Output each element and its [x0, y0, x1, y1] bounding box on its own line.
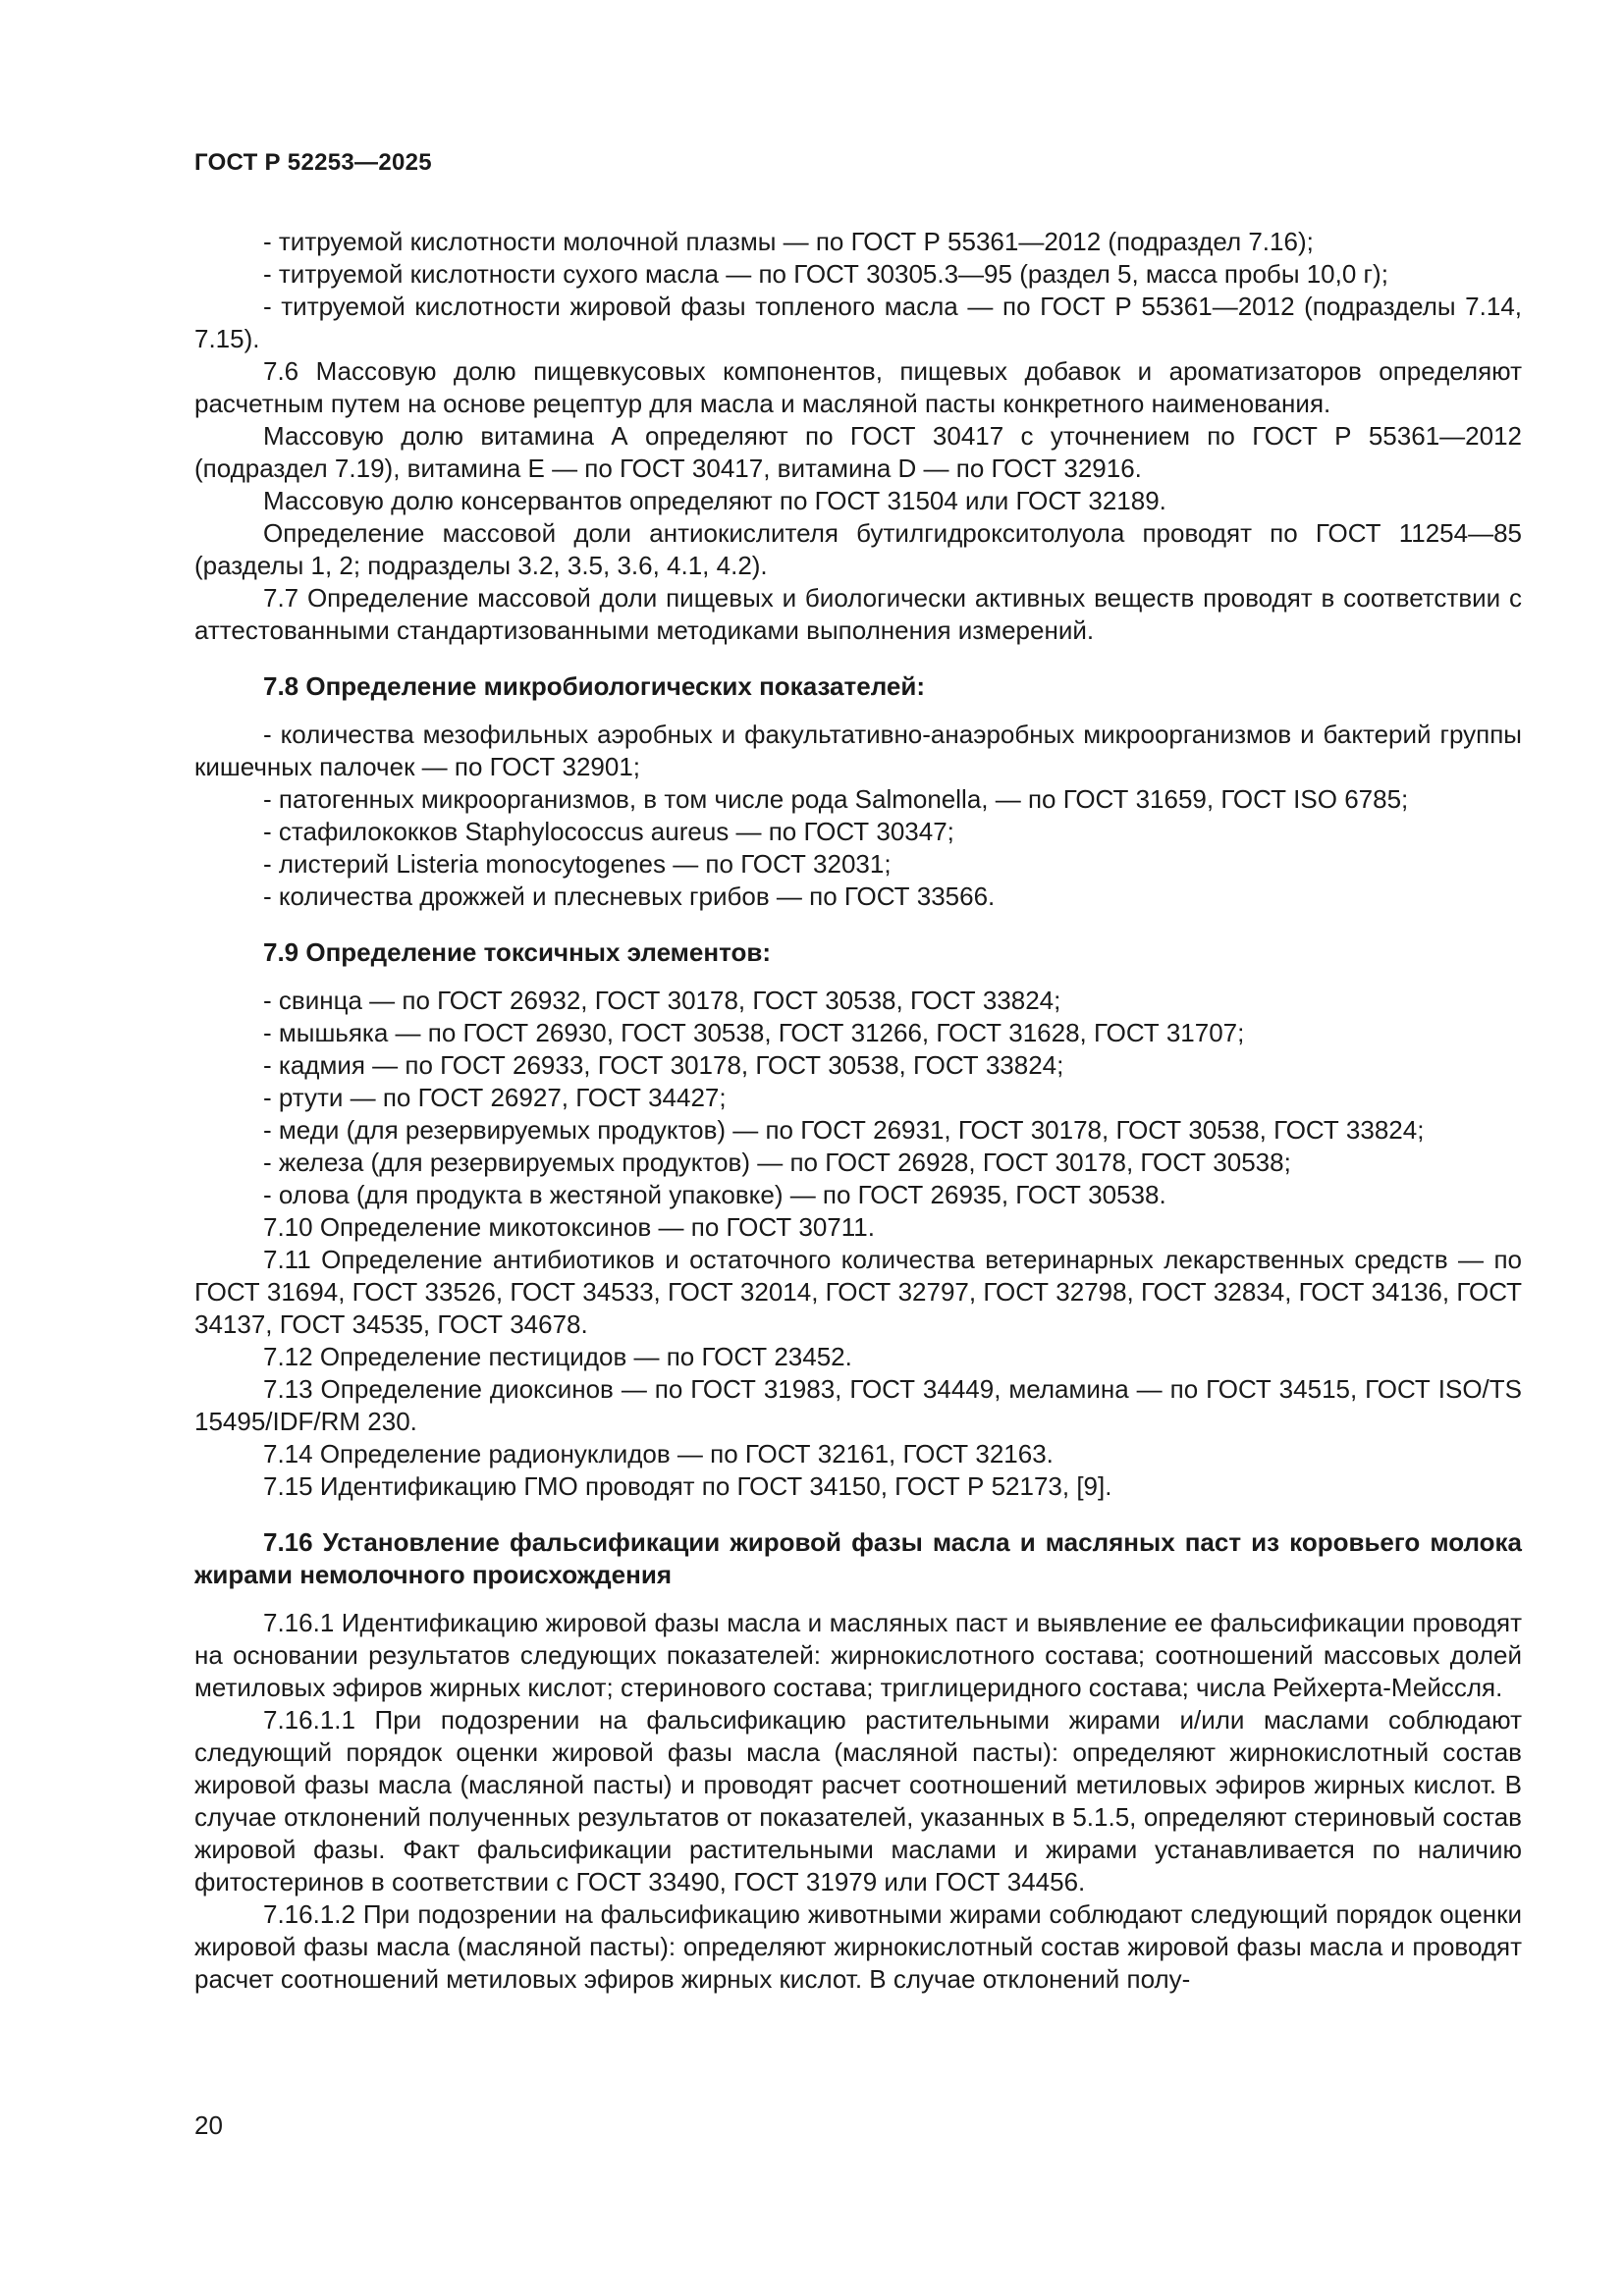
list-item: - олова (для продукта в жестяной упаковке) — по ГОСТ 26935, ГОСТ 30538.: [263, 1180, 1166, 1209]
paragraph: 7.13 Определение диоксинов — по ГОСТ 31983, ГОСТ 34449, меламина — по ГОСТ 34515, ГОСТ ISO/TS 15495/IDF/RM 230.: [194, 1374, 1522, 1436]
section-heading: 7.9 Определение токсичных элементов:: [263, 937, 771, 967]
list-item: - ртути — по ГОСТ 26927, ГОСТ 34427;: [263, 1083, 727, 1112]
paragraph: Массовую долю витамина А определяют по ГОСТ 30417 с уточнением по ГОСТ Р 55361—2012 (подраздел 7.19), витамина Е — по ГОСТ 30417, витамина D — по ГОСТ 32916.: [194, 421, 1522, 483]
list-item: - титруемой кислотности сухого масла — по ГОСТ 30305.3—95 (раздел 5, масса пробы 10,0 г);: [263, 259, 1388, 289]
paragraph: Определение массовой доли антиокислителя бутилгидрокситолуола проводят по ГОСТ 11254—85 (разделы 1, 2; подразделы 3.2, 3.5, 3.6, 4.1, 4.2).: [194, 518, 1522, 580]
list-item: - патогенных микроорганизмов, в том числе рода Salmonella, — по ГОСТ 31659, ГОСТ ISO 6785;: [263, 784, 1409, 814]
list-item: - железа (для резервируемых продуктов) — по ГОСТ 26928, ГОСТ 30178, ГОСТ 30538;: [263, 1148, 1291, 1177]
paragraph: 7.15 Идентификацию ГМО проводят по ГОСТ 34150, ГОСТ Р 52173, [9].: [263, 1471, 1112, 1501]
paragraph: 7.10 Определение микотоксинов — по ГОСТ 30711.: [263, 1212, 875, 1242]
paragraph: 7.16.1 Идентификацию жировой фазы масла и масляных паст и выявление ее фальсификации проводят на основании результатов следующих показателей: жирнокислотного состава; соотношений массовых долей метиловых эфиров жирных кислот; стеринового состава; триглицеридного состава; числа Рейхерта-Мейссля.: [194, 1608, 1522, 1702]
section-heading: 7.16 Установление фальсификации жировой фазы масла и масляных паст из коровьего молока жирами немолочного происхождения: [194, 1527, 1522, 1589]
paragraph: 7.12 Определение пестицидов — по ГОСТ 23452.: [263, 1342, 852, 1371]
paragraph: 7.7 Определение массовой доли пищевых и биологически активных веществ проводят в соответствии с аттестованными стандартизованными методиками выполнения измерений.: [194, 583, 1522, 645]
list-item: - количества дрожжей и плесневых грибов — по ГОСТ 33566.: [263, 881, 996, 911]
list-item: - титруемой кислотности жировой фазы топленого масла — по ГОСТ Р 55361—2012 (подразделы 7.14, 7.15).: [194, 292, 1522, 353]
paragraph: Массовую долю консервантов определяют по ГОСТ 31504 или ГОСТ 32189.: [263, 486, 1166, 515]
paragraph: 7.16.1.1 При подозрении на фальсификацию растительными жирами и/или маслами соблюдают следующий порядок оценки жировой фазы масла (масляной пасты): определяют жирнокислотный состав жировой фазы масла (масляной пасты) и проводят расчет соотношений метиловых эфиров жирных кислот. В случае отклонений полученных результатов от показателей, указанных в 5.1.5, определяют стериновый состав жировой фазы. Факт фальсификации растительными маслами и жирами устанавливается по наличию фитостеринов в соответствии с ГОСТ 33490, ГОСТ 31979 или ГОСТ 34456.: [194, 1705, 1522, 1896]
list-item: - стафилококков Staphylococcus aureus — по ГОСТ 30347;: [263, 817, 954, 846]
paragraph: 7.11 Определение антибиотиков и остаточного количества ветеринарных лекарственных средств — по ГОСТ 31694, ГОСТ 33526, ГОСТ 34533, ГОСТ 32014, ГОСТ 32797, ГОСТ 32798, ГОСТ 32834, ГОСТ 34136, ГОСТ 34137, ГОСТ 34535, ГОСТ 34678.: [194, 1245, 1522, 1339]
list-item: - меди (для резервируемых продуктов) — по ГОСТ 26931, ГОСТ 30178, ГОСТ 30538, ГОСТ 33824;: [263, 1115, 1425, 1145]
section-heading: 7.8 Определение микробиологических показателей:: [263, 671, 925, 701]
list-item: - количества мезофильных аэробных и факультативно-анаэробных микроорганизмов и бактерий группы кишечных палочек — по ГОСТ 32901;: [194, 720, 1522, 781]
paragraph: 7.14 Определение радионуклидов — по ГОСТ 32161, ГОСТ 32163.: [263, 1439, 1054, 1468]
document-header: ГОСТ Р 52253—2025: [194, 149, 432, 176]
list-item: - титруемой кислотности молочной плазмы — по ГОСТ Р 55361—2012 (подраздел 7.16);: [263, 227, 1314, 256]
document-body: [194, 226, 1522, 1996]
paragraph: 7.16.1.2 При подозрении на фальсификацию животными жирами соблюдают следующий порядок оценки жировой фазы масла (масляной пасты): определяют жирнокислотный состав жировой фазы масла и проводят расчет соотношений метиловых эфиров жирных кислот. В случае отклонений полу-: [194, 1899, 1522, 1994]
paragraph: 7.6 Массовую долю пищевкусовых компонентов, пищевых добавок и ароматизаторов определяют расчетным путем на основе рецептур для масла и масляной пасты конкретного наименования.: [194, 356, 1522, 418]
list-item: - мышьяка — по ГОСТ 26930, ГОСТ 30538, ГОСТ 31266, ГОСТ 31628, ГОСТ 31707;: [263, 1018, 1245, 1047]
list-item: - свинца — по ГОСТ 26932, ГОСТ 30178, ГОСТ 30538, ГОСТ 33824;: [263, 986, 1061, 1015]
list-item: - кадмия — по ГОСТ 26933, ГОСТ 30178, ГОСТ 30538, ГОСТ 33824;: [263, 1050, 1064, 1080]
list-item: - листерий Listeria monocytogenes — по ГОСТ 32031;: [263, 849, 892, 879]
page-number: 20: [194, 2110, 223, 2140]
